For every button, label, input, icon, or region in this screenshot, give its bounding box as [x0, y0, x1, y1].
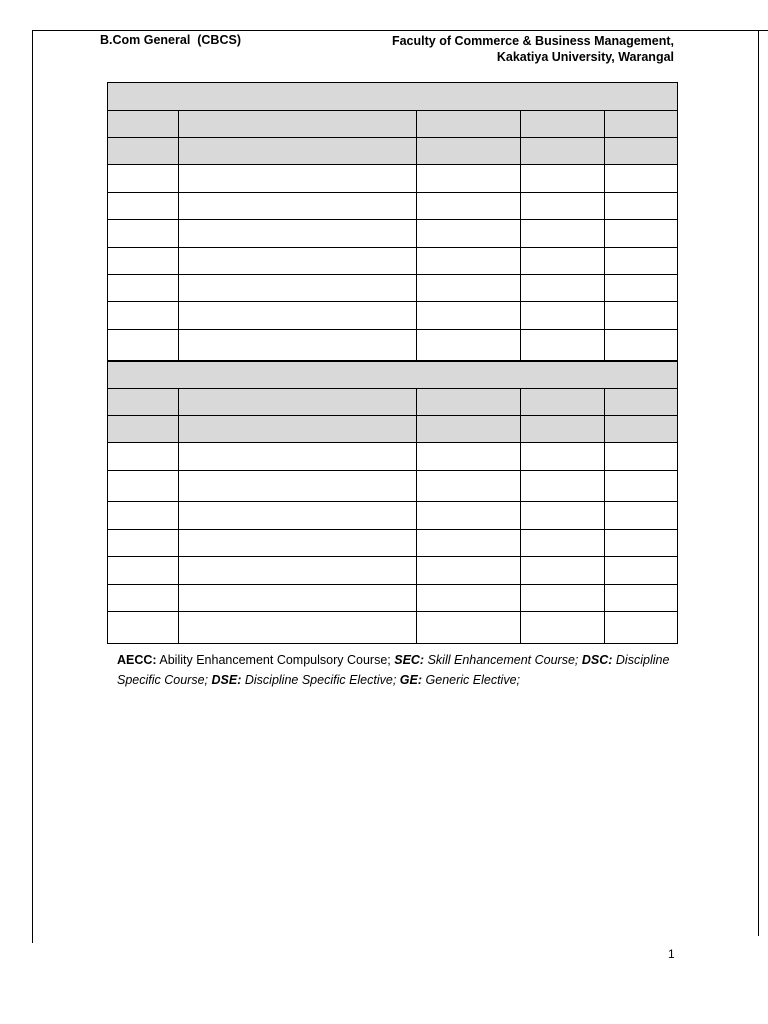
- table-row: [108, 330, 678, 361]
- table-row: [108, 502, 678, 530]
- table-row: [108, 302, 678, 330]
- table-header-row: [108, 416, 678, 443]
- aecc-text: Ability Enhancement Compulsory Course;: [159, 653, 391, 667]
- abbreviation-legend: [117, 650, 677, 690]
- dse-text: Discipline Specific Elective;: [244, 673, 397, 687]
- dse-abbr: DSE:: [211, 673, 242, 687]
- table-row: [108, 220, 678, 248]
- table-header-row: [108, 138, 678, 165]
- faculty-name: Faculty of Commerce & Business Management,: [391, 34, 674, 48]
- table-row: [108, 585, 678, 612]
- semester-table-two: [107, 361, 678, 644]
- table-row: [108, 165, 678, 193]
- table-row: [108, 275, 678, 302]
- semester-table-one: [107, 82, 678, 361]
- faculty-header: [392, 33, 674, 65]
- ge-text: Generic Elective;: [425, 673, 520, 687]
- dsc-text: Discipline Specific Course;: [117, 653, 670, 687]
- aecc-abbr: AECC:: [117, 653, 157, 667]
- course-title: B.Com General (CBCS): [100, 33, 241, 47]
- table-row: [108, 557, 678, 585]
- table-title-cell: [108, 83, 678, 111]
- table-title-row: [108, 83, 678, 111]
- table-title-cell: [108, 362, 678, 389]
- dsc-abbr: DSC:: [581, 653, 613, 667]
- sec-abbr: SEC:: [394, 653, 425, 667]
- university-name: Kakatiya University, Warangal: [496, 50, 674, 64]
- ge-abbr: GE:: [399, 673, 423, 687]
- table-row: [108, 471, 678, 502]
- table-row: [108, 443, 678, 471]
- page-number: 1: [668, 947, 675, 961]
- table-row: [108, 530, 678, 557]
- table-row: [108, 248, 678, 275]
- table-row: [108, 612, 678, 644]
- table-title-row: [108, 362, 678, 389]
- page-border-top: [32, 30, 768, 31]
- sec-text: Skill Enhancement Course;: [427, 653, 579, 667]
- page-border-right: [758, 30, 759, 936]
- page-border-left: [32, 30, 33, 943]
- table-header-row: [108, 111, 678, 138]
- table-header-row: [108, 389, 678, 416]
- table-row: [108, 193, 678, 220]
